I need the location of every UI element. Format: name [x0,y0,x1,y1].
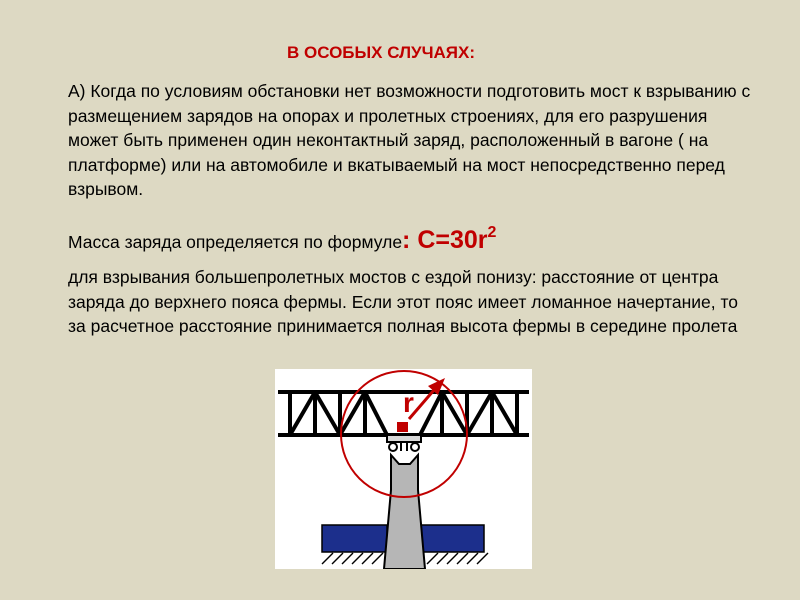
formula-main: : С=30r [402,226,488,254]
formula [402,226,496,254]
paragraph-distance: для взрывания большепролетных мостов с ездой понизу: расстояние от центра заряда до верхнего пояса фермы. Если этот пояс имеет ломанное начертание, то за расчетное расстояние принимается полная высота фермы в середине пролета [68,267,739,337]
formula-prefix: Масса заряда определяется по формуле [68,232,403,252]
ground-hatching-left [322,553,383,564]
ground-hatching-right [427,553,488,564]
bridge-bearing [387,435,421,451]
bridge-pier [384,455,425,569]
formula-line [68,226,496,255]
slide-title: В ОСОБЫХ СЛУЧАЯХ: [287,43,476,62]
radius-label: r [403,387,414,418]
paragraph-conditions: А) Когда по условиям обстановки нет возможности подготовить мост к взрыванию с размещением зарядов на опорах и пролетных строениях, для его разрушения может быть применен один неконтактный заряд, расположенный в вагоне ( на платформе) или на автомобиле и вкатываемый на мост непосредственно перед взрывом. [68,81,751,200]
water-right [421,525,484,552]
bridge-figure [275,369,532,569]
formula-exponent: 2 [487,224,497,241]
water-left [322,525,387,552]
charge-marker [397,422,408,432]
